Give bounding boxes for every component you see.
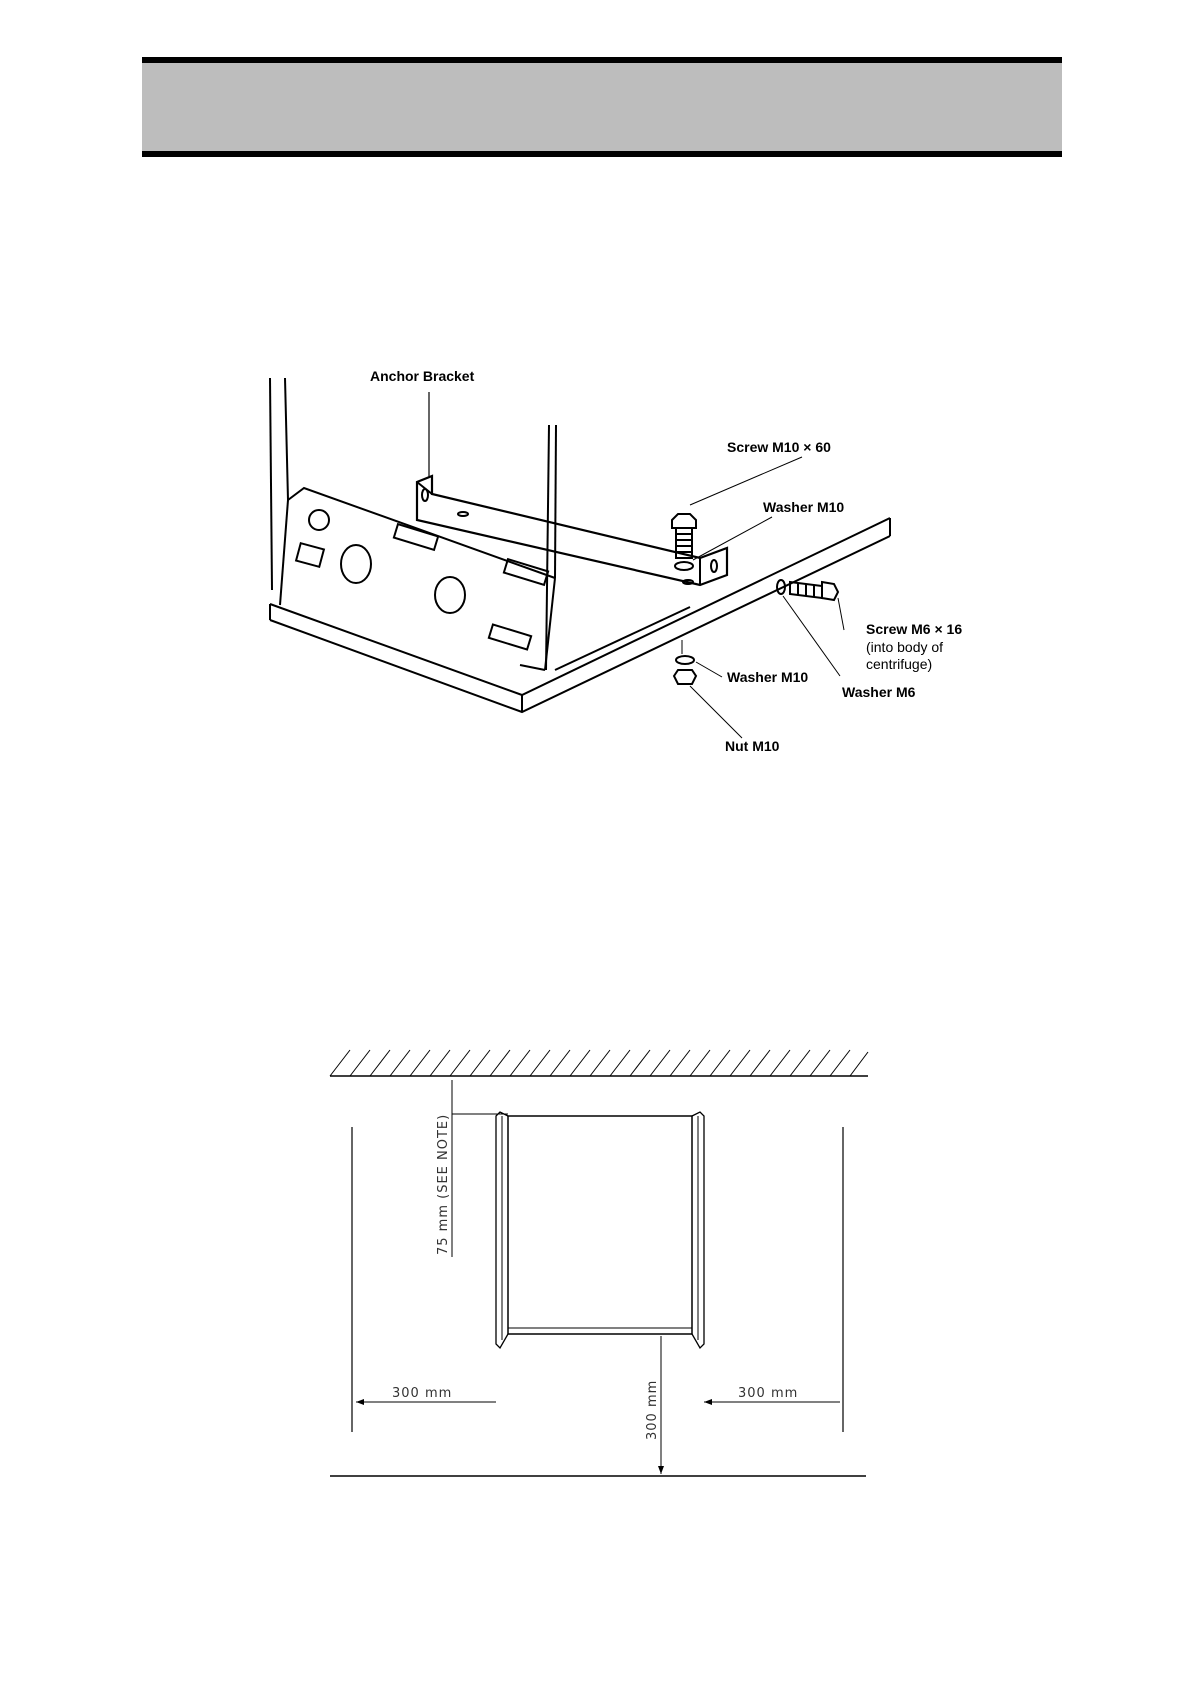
nut-m10 [674, 670, 696, 684]
wall-hatching [330, 1050, 868, 1076]
label-nut-m10: Nut M10 [725, 738, 780, 754]
leader-washer-top [693, 517, 772, 560]
dim-front-label: 300 mm [645, 1379, 660, 1440]
label-washer-m10-top: Washer M10 [763, 499, 845, 515]
panel-slot-4 [489, 624, 531, 649]
label-washer-m10-bottom: Washer M10 [727, 669, 809, 685]
body-left-edge [270, 378, 272, 590]
anchor-bracket [417, 476, 727, 585]
panel-hole [309, 510, 329, 530]
centrifuge-outline [508, 1116, 692, 1334]
leader-screw-m6 [838, 598, 844, 630]
panel-knob-1 [341, 545, 371, 583]
body-front-top [288, 488, 555, 578]
leader-washer-m6 [783, 596, 840, 676]
screw-m10 [672, 514, 696, 528]
label-screw-m10: Screw M10 × 60 [727, 439, 831, 455]
dim-left-label: 300 mm [392, 1386, 453, 1401]
washer-m10-bottom [676, 656, 694, 664]
panel-slot-1 [296, 543, 324, 567]
label-screw-m6-note-1: (into body of [866, 639, 944, 655]
label-anchor-bracket: Anchor Bracket [370, 368, 475, 384]
label-screw-m6: Screw M6 × 16 [866, 621, 963, 637]
panel-knob-2 [435, 577, 465, 613]
label-screw-m6-note-2: centrifuge) [866, 656, 933, 672]
body-inner-edge [555, 425, 556, 578]
leader-washer-bottom [696, 662, 722, 677]
leader-nut [690, 686, 742, 738]
dim-right-label: 300 mm [738, 1386, 799, 1401]
label-washer-m6: Washer M6 [842, 684, 916, 700]
leader-screw-m10 [690, 457, 802, 505]
dim-top-label: 75 mm (SEE NOTE) [436, 1113, 451, 1255]
clearance-diagram [330, 1050, 868, 1476]
washer-m10-top [675, 562, 693, 570]
